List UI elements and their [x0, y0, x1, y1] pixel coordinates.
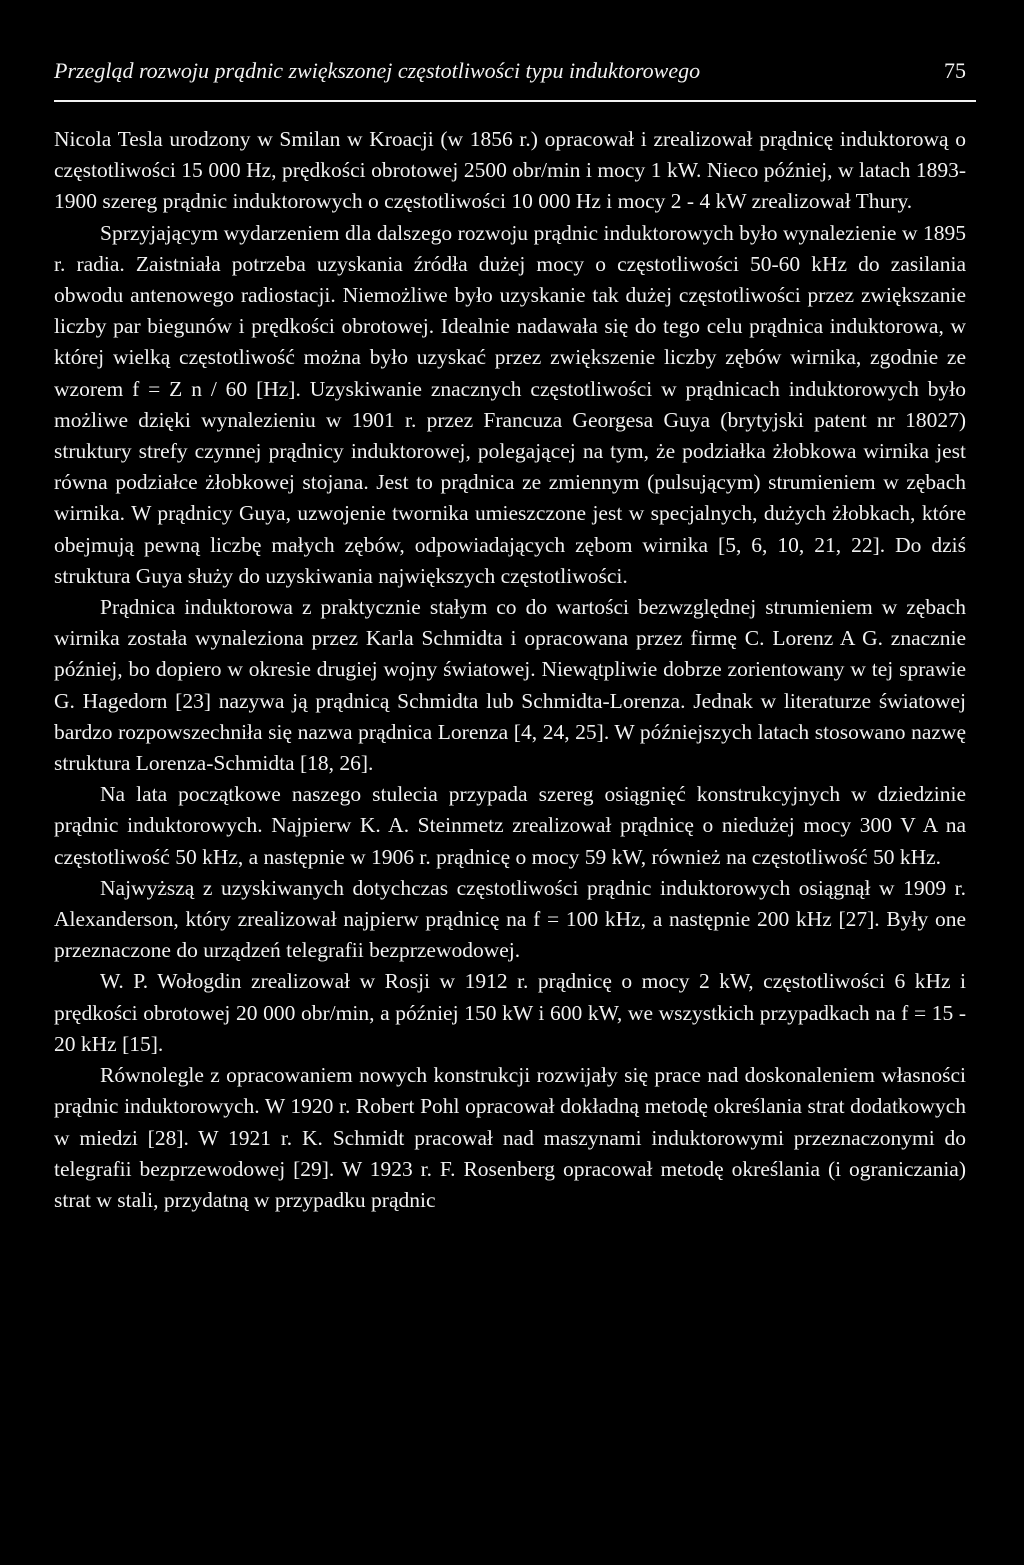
paragraph-losses: Równolegle z opracowaniem nowych konstrukcji rozwijały się prace nad doskonaleniem własności prądnic induktorowych. W 1920 r. Robert Pohl opracował dokładną metodę określania strat dodatkowych w miedzi [28]. W 1921 r. K. Schmidt pracował nad maszynami induktorowymi przeznaczonymi do telegrafii bezprzewodowej [29]. W 1923 r. F. Rosenberg opracował metodę określania (i ograniczania) strat w stali, przydatną w przypadku prądnic: [54, 1063, 966, 1212]
paragraph-radio: Sprzyjającym wydarzeniem dla dalszego rozwoju prądnic induktorowych było wynalezienie w 1895 r. radia. Zaistniała potrzeba uzyskania źródła dużej mocy o częstotliwości 50-60 kHz do zasilania obwodu antenowego radiostacji. Niemożliwe było uzyskanie tak dużej częstotliwości przez zwiększanie liczby par biegunów i prędkości obrotowej. Idealnie nadawała się do tego celu prądnica induktorowa, w której wielką częstotliwość można było uzyskać przez zwiększenie liczby zębów wirnika, zgodnie ze wzorem f = Z n / 60 [Hz]. Uzyskiwanie znacznych częstotliwości w prądnicach induktorowych było możliwe dzięki wynalezieniu w 1901 r. przez Francuza Georgesa Guya (brytyjski patent nr 18027) struktury strefy czynnej prądnicy induktorowej, polegającej na tym, że podziałka żłobkowa wirnika jest równa podziałce żłobkowej stojana. Jest to prądnica ze zmiennym (pulsującym) strumieniem w zębach wirnika. W prądnicy Guya, uzwojenie twornika umieszczone jest w specjalnych, dużych żłobkach, które obejmują pewną liczbę małych zębów, odpowiadających zębom wirnika [5, 6, 10, 21, 22]. Do dziś struktura Guya służy do uzyskiwania największych częstotliwości.: [54, 220, 966, 588]
body-text: [54, 124, 966, 1216]
running-header: [54, 58, 966, 92]
page-number: 75: [944, 58, 966, 83]
header-divider: [54, 100, 976, 102]
paragraph-alexanderson: Najwyższą z uzyskiwanych dotychczas częstotliwości prądnic induktorowych osiągnął w 1909 r. Alexanderson, który zrealizował najpierw prądnicę na f = 100 kHz, a następnie 200 kHz [27]. Były one przeznaczone do urządzeń telegrafii bezprzewodowej.: [54, 875, 966, 963]
paragraph-steinmetz: Na lata początkowe naszego stulecia przypada szereg osiągnięć konstrukcyjnych w dziedzinie prądnic induktorowych. Najpierw K. A. Steinmetz zrealizował prądnicę o niedużej mocy 300 V A na częstotliwość 50 kHz, a następnie w 1906 r. prądnicę o mocy 59 kW, również na częstotliwość 50 kHz.: [54, 782, 966, 869]
paragraph-lorenz: Prądnica induktorowa z praktycznie stałym co do wartości bezwzględnej strumieniem w zębach wirnika została wynaleziona przez Karla Schmidta i opracowana przez firmę C. Lorenz A G. znacznie później, bo dopiero w okresie drugiej wojny światowej. Niewątpliwie dobrze zorientowany w tej sprawie G. Hagedorn [23] nazywa ją prądnicą Schmidta lub Schmidta-Lorenza. Jednak w literaturze światowej bardzo rozpowszechniła się nazwa prądnica Lorenza [4, 24, 25]. W późniejszych latach stosowano nazwę struktura Lorenza-Schmidta [18, 26].: [54, 595, 966, 776]
paragraph-wologdin: W. P. Wołogdin zrealizował w Rosji w 1912 r. prądnicę o mocy 2 kW, częstotliwości 6 kHz i prędkości obrotowej 20 000 obr/min, a później 150 kW i 600 kW, we wszystkich przypadkach na f = 15 - 20 kHz [15].: [54, 969, 966, 1056]
paragraph-tesla: Nicola Tesla urodzony w Smilan w Kroacji (w 1856 r.) opracował i zrealizował prądnicę induktorową o częstotliwości 15 000 Hz, prędkości obrotowej 2500 obr/min i mocy 1 kW. Nieco później, w latach 1893-1900 szereg prądnic induktorowych o częstotliwości 10 000 Hz i mocy 2 - 4 kW zrealizował Thury.: [54, 127, 966, 214]
running-title: Przegląd rozwoju prądnic zwiększonej częstotliwości typu induktorowego: [54, 58, 701, 83]
